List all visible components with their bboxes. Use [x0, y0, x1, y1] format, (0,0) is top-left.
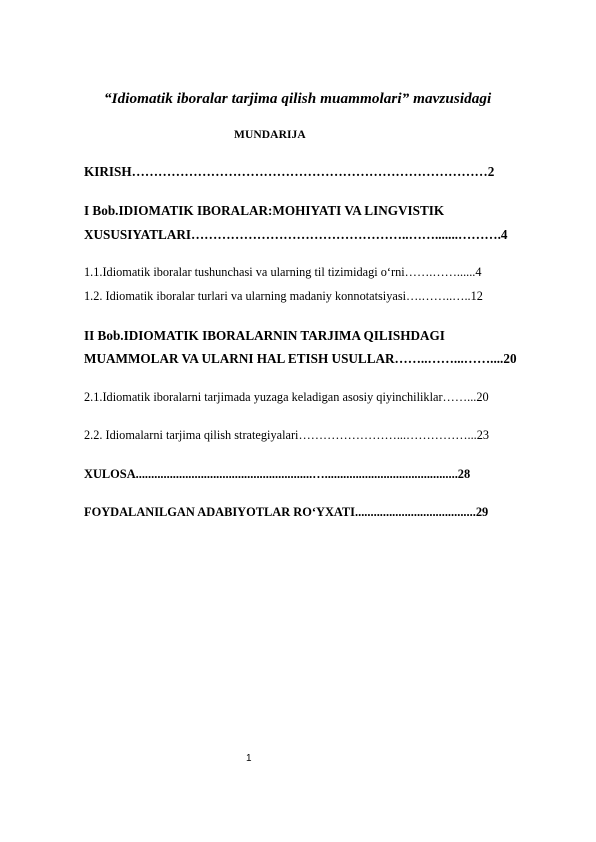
toc-entry-kirish: KIRISH………………………………………………………………………2	[84, 164, 495, 179]
document-title: “Idiomatik iboralar tarjima qilish muammolari” mavzusidagi	[104, 90, 492, 107]
toc-entry-chapter-2-line-2: MUAMMOLAR VA ULARNI HAL ETISH USULLAR……..……...……....20	[84, 351, 517, 366]
toc-entry-section-2-2: 2.2. Idiomalarni tarjima qilish strategiyalari……………………...……………...23	[84, 428, 490, 442]
toc-entry-xulosa: XULOSA.........................................................…...........................................28	[84, 467, 471, 481]
toc-entry-chapter-2-line-1: II Bob.IDIOMATIK IBORALARNIN TARJIMA QILISHDAGI	[84, 328, 445, 343]
page-number: 1	[246, 753, 252, 764]
toc-entry-bibliography: FOYDALANILGAN ADABIYOTLAR RO‘YXATI.......................................29	[84, 505, 489, 519]
toc-entry-section-1-1: 1.1.Idiomatik iboralar tushunchasi va ularning til tizimidagi o‘rni…….……......4	[84, 265, 482, 279]
toc-entry-chapter-1-line-2: XUSUSIYATLARI…………………………………………..…….......……….4	[84, 227, 508, 242]
contents-heading: MUNDARIJA	[234, 129, 306, 141]
toc-entry-section-1-2: 1.2. Idiomatik iboralar turlari va ularning madaniy konnotatsiyasi….……..…..12	[84, 289, 483, 303]
toc-entry-chapter-1-line-1: I Bob.IDIOMATIK IBORALAR:MOHIYATI VA LINGVISTIK	[84, 203, 445, 218]
toc-entry-section-2-1: 2.1.Idiomatik iboralarni tarjimada yuzaga keladigan asosiy qiyinchiliklar……...20	[84, 390, 489, 404]
